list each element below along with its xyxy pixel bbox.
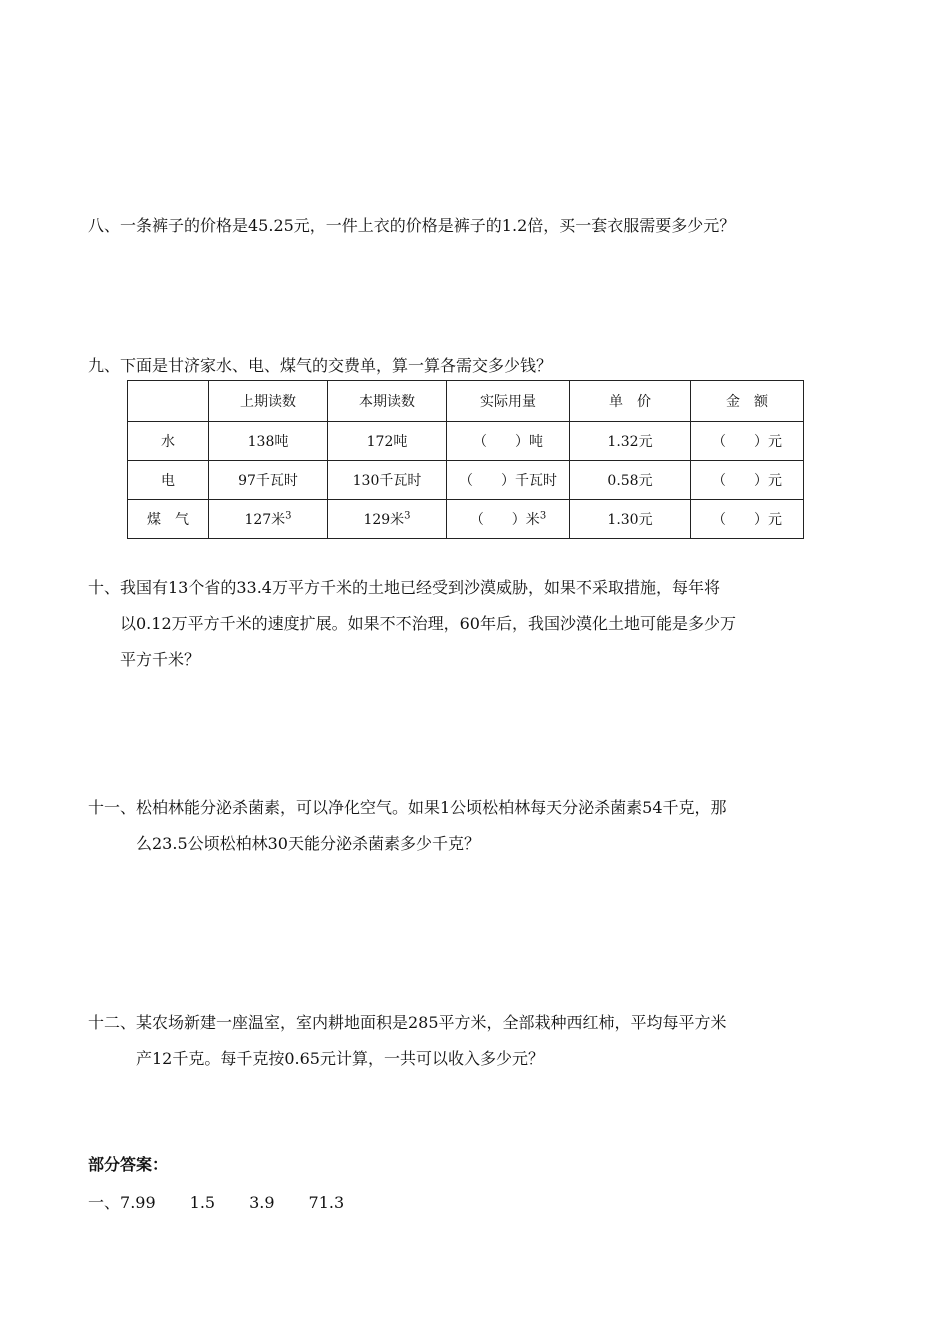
item-cell: 煤 气 [128, 500, 209, 539]
prev-cell: 97千瓦时 [209, 461, 328, 500]
table-row [128, 461, 804, 500]
prev-cell: 138吨 [209, 422, 328, 461]
amount-cell: （ ）元 [691, 500, 804, 539]
price-cell: 0.58元 [570, 461, 691, 500]
question-8-text: 八、一条裤子的价格是45.25元，一件上衣的价格是裤子的1.2倍，买一套衣服需要多少元？ [88, 216, 736, 235]
answers-title: 部分答案： [88, 1155, 169, 1174]
question-12-line-2: 产12千克。每千克按0.65元计算，一共可以收入多少元？ [136, 1049, 544, 1068]
exponent: 3 [285, 510, 292, 522]
table-row [128, 500, 804, 539]
question-11 [88, 790, 878, 862]
item-cell: 水 [128, 422, 209, 461]
answer-prefix: 一、 [88, 1193, 121, 1212]
answer-value: 71.3 [308, 1193, 345, 1212]
amount-cell: （ ）元 [691, 461, 804, 500]
table-row [128, 422, 804, 461]
fee-table [127, 380, 804, 539]
answer-value: 7.99 [120, 1193, 156, 1212]
question-10 [88, 570, 878, 678]
header-cell [128, 381, 209, 422]
question-10-line-2: 以0.12万平方千米的速度扩展。如果不不治理，60年后，我国沙漠化土地可能是多少万 [120, 614, 736, 633]
exponent: 3 [404, 510, 411, 522]
question-11-line-2: 么23.5公顷松柏林30天能分泌杀菌素多少千克？ [136, 834, 480, 853]
answer-value: 1.5 [189, 1193, 216, 1212]
header-cell: 上期读数 [209, 381, 328, 422]
question-9 [88, 348, 878, 384]
price-cell: 1.32元 [570, 422, 691, 461]
table-header-row [128, 381, 804, 422]
question-12-line-1: 十二、某农场新建一座温室，室内耕地面积是285平方米，全部栽种西红柿，平均每平方米 [88, 1013, 727, 1032]
question-9-text: 九、下面是甘济家水、电、煤气的交费单，算一算各需交多少钱？ [88, 356, 553, 375]
price-cell: 1.30元 [570, 500, 691, 539]
item-cell: 电 [128, 461, 209, 500]
question-8 [88, 208, 878, 244]
header-cell: 金 额 [691, 381, 804, 422]
question-12 [88, 1005, 878, 1077]
question-11-line-1: 十一、松柏林能分泌杀菌素，可以净化空气。如果1公顷松柏林每天分泌杀菌素54千克，那 [88, 798, 727, 817]
usage-cell: （ ）米$^3$ [447, 500, 570, 539]
curr-cell: 172吨 [328, 422, 447, 461]
usage-cell: （ ）千瓦时 [447, 461, 570, 500]
header-cell: 实际用量 [447, 381, 570, 422]
answer-value: 3.9 [249, 1193, 275, 1212]
curr-cell: 130千瓦时 [328, 461, 447, 500]
question-10-line-3: 平方千米？ [120, 650, 201, 669]
prev-cell: 127米$^3$ [209, 500, 328, 539]
header-cell: 本期读数 [328, 381, 447, 422]
usage-cell: （ ）吨 [447, 422, 570, 461]
amount-cell: （ ）元 [691, 422, 804, 461]
answers-line-1 [88, 1190, 378, 1213]
exponent: 3 [539, 510, 547, 522]
curr-cell: 129米$^3$ [328, 500, 447, 539]
question-10-line-1: 十、我国有13个省的33.4万平方千米的土地已经受到沙漠威胁，如果不采取措施，每年将 [88, 578, 720, 597]
header-cell: 单 价 [570, 381, 691, 422]
